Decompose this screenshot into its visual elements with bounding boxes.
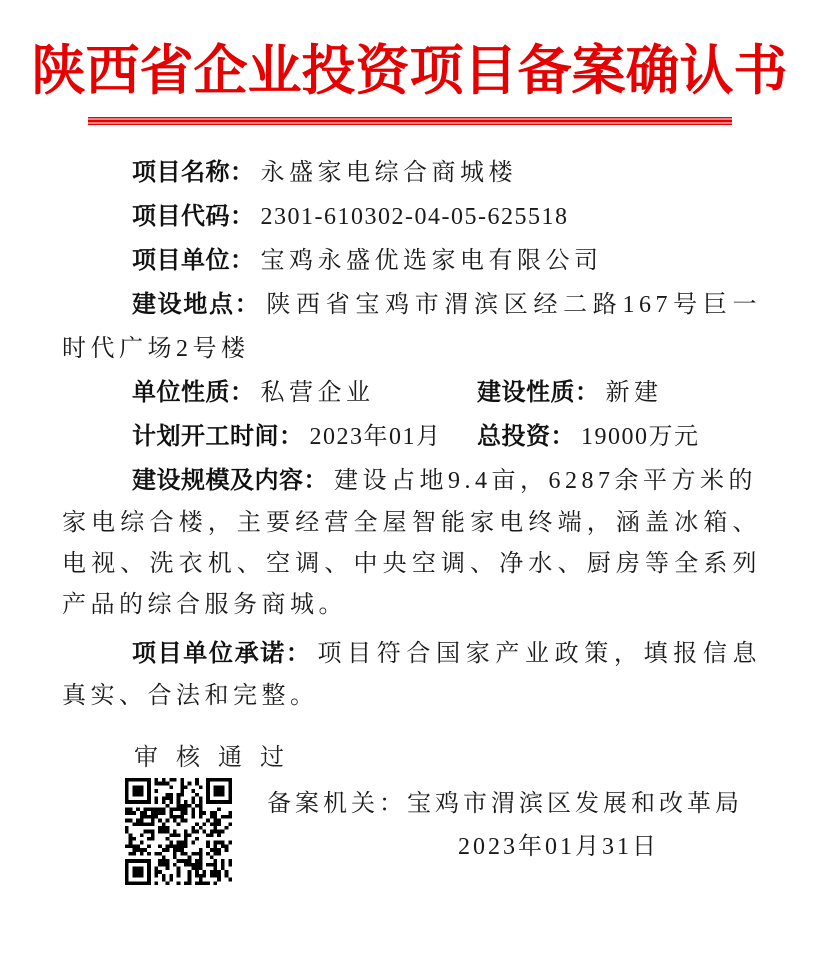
field-scale-content-line1 xyxy=(62,459,761,503)
document-body xyxy=(0,151,819,948)
commitment-value: 项目符合国家产业政策，填报信息真实、合法和完整。 xyxy=(62,641,761,709)
review-status-text: 审核通过 xyxy=(134,745,302,771)
project-code-label: 项目代码： xyxy=(132,203,255,230)
unit-nature-value: 私营企业 xyxy=(260,380,375,406)
field-project-code xyxy=(62,195,761,239)
project-name-label: 项目名称： xyxy=(132,159,255,186)
field-row-natures xyxy=(62,371,761,415)
field-total-investment xyxy=(477,415,761,459)
field-location xyxy=(62,283,761,371)
footer-section xyxy=(62,778,761,948)
field-scale-content-rest xyxy=(62,503,761,626)
qr-code-icon xyxy=(125,778,232,885)
planned-start-label: 计划开工时间： xyxy=(132,423,304,450)
filing-date: 2023年01月31日 xyxy=(458,834,659,860)
field-planned-start xyxy=(132,415,477,459)
field-project-unit xyxy=(62,239,761,283)
field-commitment xyxy=(62,633,761,717)
scale-content-value-rest: 家电综合楼，主要经营全屋智能家电终端，涵盖冰箱、电视、洗衣机、空调、中央空调、净水、厨房等全系列产品的综合服务商城。 xyxy=(62,510,761,618)
total-investment-label: 总投资： xyxy=(477,423,575,450)
field-row-start-investment xyxy=(62,415,761,459)
project-unit-label: 项目单位： xyxy=(132,247,255,274)
field-unit-nature xyxy=(132,371,477,415)
total-investment-value: 19000万元 xyxy=(581,424,700,450)
review-status xyxy=(62,736,761,780)
field-build-nature xyxy=(477,371,761,415)
scale-content-value-line1: 建设占地9.4亩，6287余平方米的 xyxy=(334,468,757,494)
build-nature-value: 新建 xyxy=(605,380,663,406)
filing-authority-label: 备案机关： xyxy=(267,791,407,817)
filing-authority-value: 宝鸡市渭滨区发展和改革局 xyxy=(407,791,743,817)
project-name-value: 永盛家电综合商城楼 xyxy=(260,160,517,186)
project-unit-value: 宝鸡永盛优选家电有限公司 xyxy=(260,248,603,274)
commitment-label: 项目单位承诺： xyxy=(132,640,312,667)
field-project-name xyxy=(62,151,761,195)
project-code-value: 2301-610302-04-05-625518 xyxy=(260,204,569,230)
location-label: 建设地点： xyxy=(132,291,261,318)
unit-nature-label: 单位性质： xyxy=(132,379,255,406)
scale-content-label: 建设规模及内容： xyxy=(132,467,328,494)
title-underline-rule xyxy=(88,117,732,125)
document-title: 陕西省企业投资项目备案确认书 xyxy=(31,41,788,101)
planned-start-value: 2023年01月 xyxy=(309,424,442,450)
filing-authority-line xyxy=(267,782,743,826)
filing-block xyxy=(267,782,743,868)
build-nature-label: 建设性质： xyxy=(477,379,600,406)
location-value: 陕西省宝鸡市渭滨区经二路167号巨一时代广场2号楼 xyxy=(62,292,761,362)
filing-confirmation-document xyxy=(0,38,819,963)
